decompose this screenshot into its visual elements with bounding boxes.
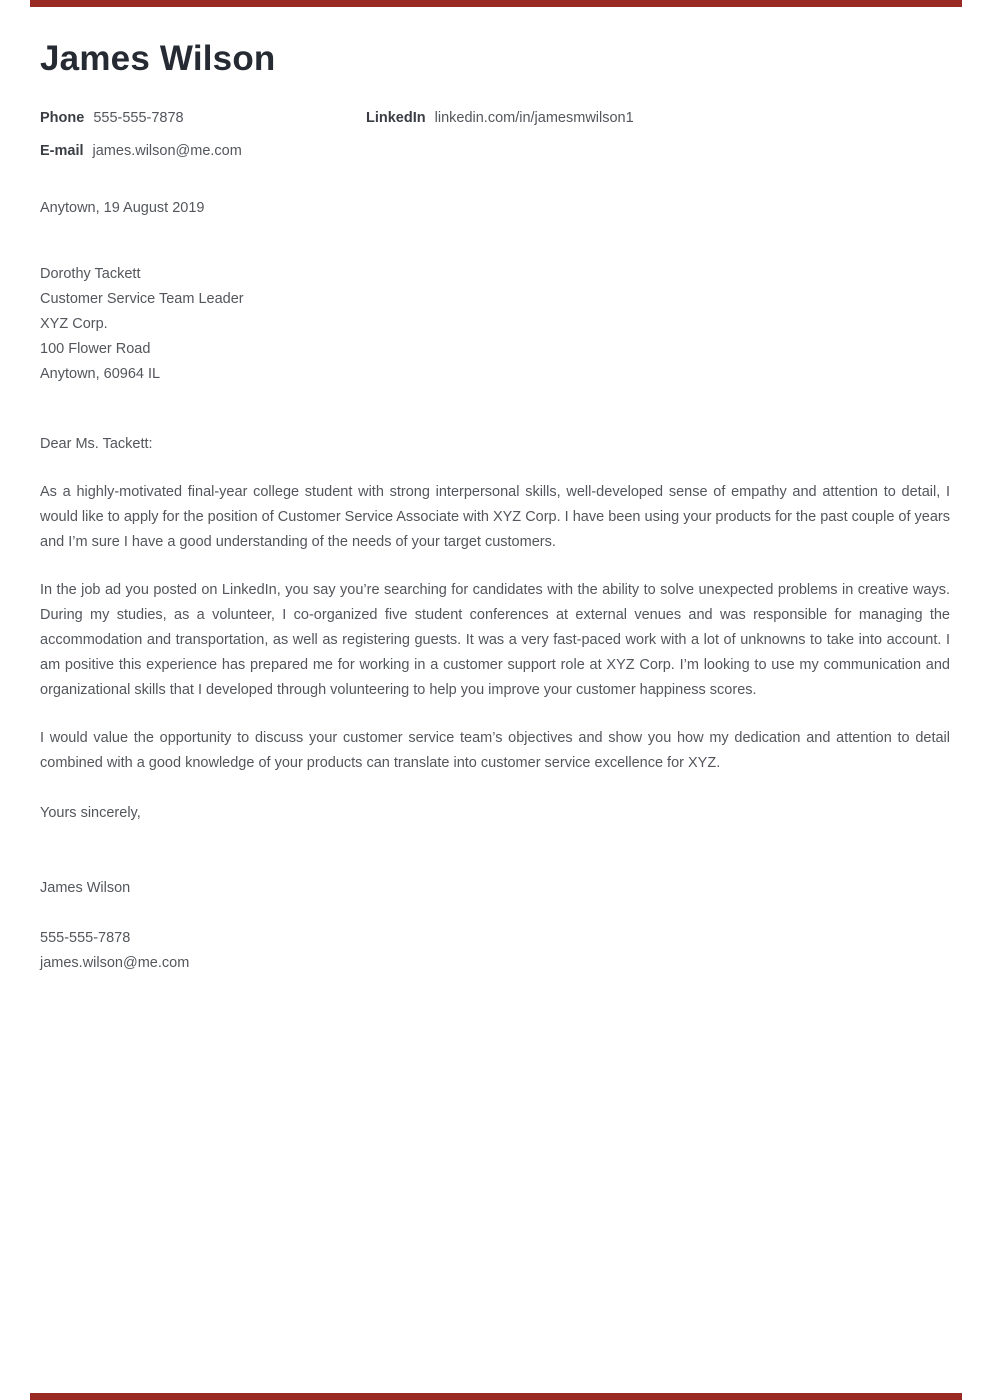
closing: Yours sincerely, xyxy=(40,805,141,821)
linkedin-value: linkedin.com/in/jamesmwilson1 xyxy=(434,110,634,126)
signature-email: james.wilson@me.com xyxy=(40,955,190,971)
contact-linkedin xyxy=(366,110,950,126)
recipient-city: Anytown, 60964 IL xyxy=(40,366,161,382)
signature-phone: 555-555-7878 xyxy=(40,930,131,946)
linkedin-label: LinkedIn xyxy=(366,110,426,126)
paragraph-experience: In the job ad you posted on LinkedIn, you say you’re searching for candidates with the ability to solve unexpected problems in creative ways. During my studies, as a volunteer, I co-organized five student conferences at external venues and was responsible for managing the accommodation and transportation, as well as registering guests. It was a very fast-paced work with a lot of unknowns to take into account. I am positive this experience has prepared me for working in a customer support role at XYZ Corp. I’m looking to use my communication and organizational skills that I developed through volunteering to help you improve your customer happiness scores. xyxy=(40,582,950,698)
salutation: Dear Ms. Tackett: xyxy=(40,436,153,452)
signature-name: James Wilson xyxy=(40,880,131,896)
email-value: james.wilson@me.com xyxy=(92,143,242,159)
recipient-company: XYZ Corp. xyxy=(40,316,108,332)
recipient-street: 100 Flower Road xyxy=(40,341,151,357)
date-line: Anytown, 19 August 2019 xyxy=(40,200,205,216)
contact-email xyxy=(40,143,366,159)
recipient-block xyxy=(40,262,950,387)
email-label: E-mail xyxy=(40,143,84,159)
paragraph-value: I would value the opportunity to discuss your customer service team’s objectives and show you how my dedication and attention to detail combined with a good knowledge of your products can translate into customer service excellence for XYZ. xyxy=(40,730,950,771)
letter-content xyxy=(0,38,990,976)
recipient-name: Dorothy Tackett xyxy=(40,266,141,282)
bottom-accent-bar xyxy=(30,1393,962,1400)
contact-section xyxy=(40,110,950,159)
contact-phone xyxy=(40,110,366,126)
top-accent-bar xyxy=(30,0,962,7)
phone-value: 555-555-7878 xyxy=(93,110,184,126)
signature-contact xyxy=(40,926,950,976)
page-title: James Wilson xyxy=(40,39,276,78)
paragraph-intro: As a highly-motivated final-year college student with strong interpersonal skills, well-developed sense of empathy and attention to detail, I would like to apply for the position of Customer Service Associate with XYZ Corp. I have been using your products for the past couple of years and I’m sure I have a good understanding of the needs of your target customers. xyxy=(40,484,950,550)
phone-label: Phone xyxy=(40,110,85,126)
recipient-title: Customer Service Team Leader xyxy=(40,291,244,307)
